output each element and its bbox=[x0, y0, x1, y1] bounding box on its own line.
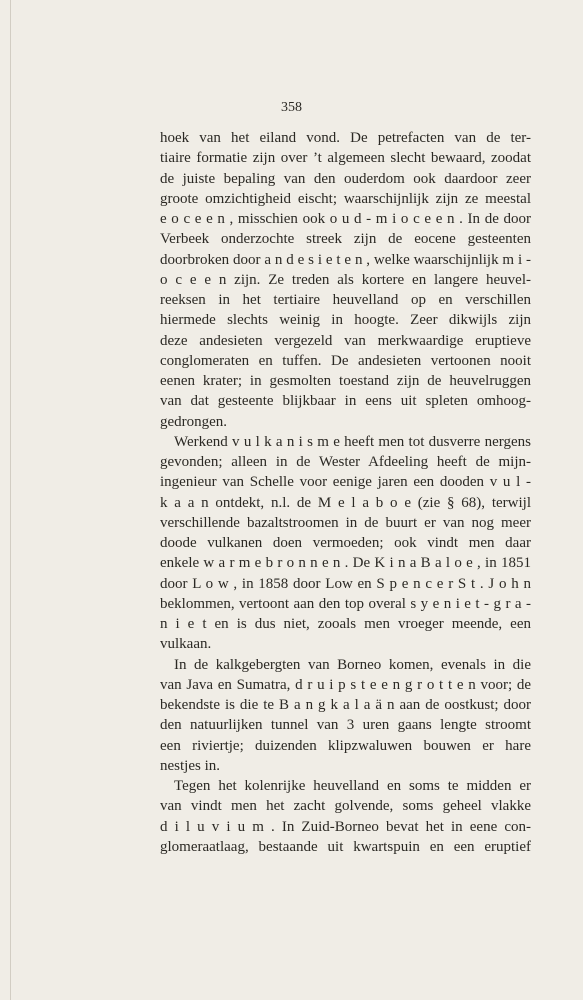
text-line: van Java en Sumatra, d r u i p s t e e n g r o t t e n voor; de bbox=[160, 676, 531, 693]
text-line: o c e e n zijn. Ze treden als kortere en langere heuvel- bbox=[160, 271, 531, 288]
text-line: den natuurlijken tunnel van 3 uren gaans lengte stroomt bbox=[160, 717, 531, 734]
text-line: Werkend v u l k a n i s m e heeft men tot dusverre nergens bbox=[174, 433, 531, 450]
text-line: beklommen, vertoont aan den top overal s y e n i e t - g r a - bbox=[160, 595, 531, 612]
text-line: Tegen het kolenrijke heuvelland en soms te midden er bbox=[174, 778, 531, 794]
text-line: door L o w , in 1858 door Low en S p e n c e r S t . J o h n bbox=[160, 575, 531, 592]
text-line: vulkaan. bbox=[160, 636, 212, 653]
text-line: gedrongen. bbox=[160, 413, 228, 430]
text-line: groote omzichtigheid eischt; waarschijnlijk zijn ze meestal bbox=[160, 190, 531, 207]
text-line: ingenieur van Schelle voor eenige jaren een dooden v u l - bbox=[160, 474, 531, 491]
body-text bbox=[160, 128, 531, 857]
page-number: 358 bbox=[281, 100, 302, 115]
text-line: de juiste bepaling van den ouderdom ook daardoor zeer bbox=[160, 170, 531, 187]
text-line: van dat gesteente blijkbaar in eens uit spleten omhoog- bbox=[160, 393, 531, 410]
text-line: e o c e e n , misschien ook o u d - m i o c e e n . In de door bbox=[160, 211, 531, 227]
text-line: deze andesieten vergezeld van merkwaardige eruptieve bbox=[160, 332, 531, 349]
text-line: In de kalkgebergten van Borneo komen, evenals in die bbox=[174, 656, 531, 673]
text-line: glomeraatlaag, bestaande uit kwartspuin en een eruptief bbox=[160, 838, 531, 855]
text-line: hoek van het eiland vond. De petrefacten van de ter- bbox=[160, 130, 531, 146]
text-line: doode vulkanen doen vermoeden; ook vindt men daar bbox=[160, 535, 531, 551]
text-line: eenen krater; in gesmolten toestand zijn de heuvelruggen bbox=[160, 373, 531, 389]
text-line: Verbeek onderzochte streek zijn de eocene gesteenten bbox=[160, 231, 531, 248]
text-line: hiermede slechts weinig in hoogte. Zeer dikwijls zijn bbox=[160, 312, 531, 329]
text-line: reeksen in het tertiaire heuvelland op en verschillen bbox=[160, 292, 531, 308]
text-line: een riviertje; duizenden klipzwaluwen bouwen er hare bbox=[160, 737, 531, 754]
text-line: nestjes in. bbox=[160, 757, 220, 774]
text-line: d i l u v i u m . In Zuid-Borneo bevat het in eene con- bbox=[160, 818, 531, 835]
text-line: bekendste is die te B a n g k a l a ä n aan de oostkust; door bbox=[160, 697, 531, 713]
text-line: verschillende bazaltstroomen in de buurt er van nog meer bbox=[160, 514, 531, 531]
text-line: doorbroken door a n d e s i e t e n , welke waarschijnlijk m i - bbox=[160, 251, 531, 268]
text-line: gevonden; alleen in de Wester Afdeeling heeft de mijn- bbox=[160, 454, 531, 470]
text-line: van vindt men het zacht golvende, soms geheel vlakke bbox=[160, 798, 531, 815]
page-edge-line bbox=[10, 0, 11, 1000]
text-line: tiaire formatie zijn over ’t algemeen slecht bewaard, zoodat bbox=[160, 150, 531, 167]
text-line: conglomeraten en tuffen. De andesieten vertoonen nooit bbox=[160, 352, 531, 369]
text-line: enkele w a r m e b r o n n e n . De K i n a B a l o e , in 1851 bbox=[160, 555, 531, 572]
text-line: n i e t en is dus niet, zooals men vroeger meende, een bbox=[160, 616, 531, 632]
text-line: k a a n ontdekt, n.l. de M e l a b o e (zie § 68), terwijl bbox=[160, 494, 531, 511]
